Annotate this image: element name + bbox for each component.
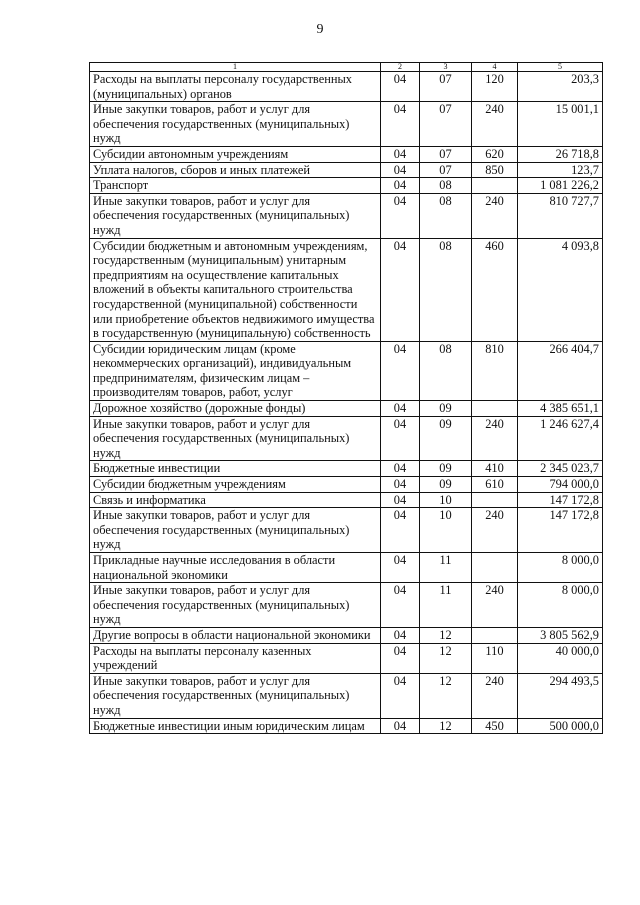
row-expense-type-cell: 610	[472, 477, 518, 493]
row-amount-cell: 294 493,5	[518, 673, 603, 718]
row-subsection-cell: 08	[420, 238, 472, 341]
table-row	[90, 673, 603, 718]
row-amount-cell: 147 172,8	[518, 508, 603, 553]
row-section-cell: 04	[381, 146, 420, 162]
row-section-cell: 04	[381, 583, 420, 628]
budget-table	[89, 62, 603, 734]
row-section-cell: 04	[381, 553, 420, 583]
row-expense-type-cell: 240	[472, 583, 518, 628]
row-name-cell: Субсидии бюджетным учреждениям	[90, 477, 381, 493]
row-section-cell: 04	[381, 643, 420, 673]
table-row	[90, 102, 603, 147]
row-amount-cell: 8 000,0	[518, 553, 603, 583]
row-subsection-cell: 08	[420, 193, 472, 238]
row-amount-cell: 203,3	[518, 72, 603, 102]
row-amount-cell: 8 000,0	[518, 583, 603, 628]
row-section-cell: 04	[381, 193, 420, 238]
table-row	[90, 401, 603, 417]
row-amount-cell: 4 385 651,1	[518, 401, 603, 417]
row-name-cell: Связь и информатика	[90, 492, 381, 508]
row-subsection-cell: 08	[420, 341, 472, 400]
row-subsection-cell: 12	[420, 718, 472, 734]
row-amount-cell: 26 718,8	[518, 146, 603, 162]
row-section-cell: 04	[381, 72, 420, 102]
row-expense-type-cell: 410	[472, 461, 518, 477]
row-name-cell: Бюджетные инвестиции иным юридическим лицам	[90, 718, 381, 734]
table-row	[90, 477, 603, 493]
row-amount-cell: 810 727,7	[518, 193, 603, 238]
row-subsection-cell: 09	[420, 477, 472, 493]
row-name-cell: Иные закупки товаров, работ и услуг для обеспечения государственных (муниципальных) нужд	[90, 583, 381, 628]
table-row	[90, 72, 603, 102]
row-section-cell: 04	[381, 461, 420, 477]
row-name-cell: Субсидии юридическим лицам (кроме некоммерческих организаций), индивидуальным предпринимателям, физическим лицам – производителям товаров, работ, услуг	[90, 341, 381, 400]
table-row	[90, 718, 603, 734]
table-row	[90, 238, 603, 341]
row-amount-cell: 500 000,0	[518, 718, 603, 734]
row-name-cell: Уплата налогов, сборов и иных платежей	[90, 162, 381, 178]
table-row	[90, 643, 603, 673]
row-name-cell: Иные закупки товаров, работ и услуг для обеспечения государственных (муниципальных) нужд	[90, 673, 381, 718]
table-row	[90, 416, 603, 461]
row-amount-cell: 147 172,8	[518, 492, 603, 508]
row-section-cell: 04	[381, 508, 420, 553]
row-expense-type-cell: 810	[472, 341, 518, 400]
row-subsection-cell: 09	[420, 416, 472, 461]
row-section-cell: 04	[381, 162, 420, 178]
row-section-cell: 04	[381, 416, 420, 461]
row-expense-type-cell: 850	[472, 162, 518, 178]
row-expense-type-cell	[472, 627, 518, 643]
table-row	[90, 492, 603, 508]
row-subsection-cell: 07	[420, 102, 472, 147]
row-name-cell: Дорожное хозяйство (дорожные фонды)	[90, 401, 381, 417]
row-section-cell: 04	[381, 718, 420, 734]
row-expense-type-cell	[472, 553, 518, 583]
table-row	[90, 146, 603, 162]
table-row	[90, 461, 603, 477]
row-section-cell: 04	[381, 492, 420, 508]
row-expense-type-cell: 620	[472, 146, 518, 162]
row-subsection-cell: 08	[420, 178, 472, 194]
row-expense-type-cell: 110	[472, 643, 518, 673]
row-amount-cell: 4 093,8	[518, 238, 603, 341]
row-amount-cell: 266 404,7	[518, 341, 603, 400]
row-subsection-cell: 10	[420, 508, 472, 553]
row-name-cell: Бюджетные инвестиции	[90, 461, 381, 477]
table-row	[90, 341, 603, 400]
row-amount-cell: 40 000,0	[518, 643, 603, 673]
table-row	[90, 553, 603, 583]
row-name-cell: Другие вопросы в области национальной экономики	[90, 627, 381, 643]
row-expense-type-cell: 450	[472, 718, 518, 734]
header-cell: 3	[420, 63, 472, 72]
row-subsection-cell: 12	[420, 627, 472, 643]
row-name-cell: Прикладные научные исследования в области национальной экономики	[90, 553, 381, 583]
row-expense-type-cell: 240	[472, 193, 518, 238]
row-expense-type-cell	[472, 401, 518, 417]
row-amount-cell: 1 246 627,4	[518, 416, 603, 461]
table-row	[90, 627, 603, 643]
row-subsection-cell: 07	[420, 146, 472, 162]
row-amount-cell: 123,7	[518, 162, 603, 178]
header-cell: 1	[90, 63, 381, 72]
row-subsection-cell: 12	[420, 673, 472, 718]
row-expense-type-cell	[472, 492, 518, 508]
row-subsection-cell: 10	[420, 492, 472, 508]
row-name-cell: Иные закупки товаров, работ и услуг для обеспечения государственных (муниципальных) нужд	[90, 416, 381, 461]
header-cell: 4	[472, 63, 518, 72]
row-subsection-cell: 07	[420, 72, 472, 102]
row-expense-type-cell: 460	[472, 238, 518, 341]
row-amount-cell: 3 805 562,9	[518, 627, 603, 643]
row-subsection-cell: 09	[420, 461, 472, 477]
row-section-cell: 04	[381, 627, 420, 643]
row-subsection-cell: 09	[420, 401, 472, 417]
row-subsection-cell: 11	[420, 553, 472, 583]
row-section-cell: 04	[381, 238, 420, 341]
row-expense-type-cell: 120	[472, 72, 518, 102]
header-cell: 2	[381, 63, 420, 72]
row-section-cell: 04	[381, 102, 420, 147]
row-section-cell: 04	[381, 673, 420, 718]
table-row	[90, 178, 603, 194]
row-amount-cell: 2 345 023,7	[518, 461, 603, 477]
row-expense-type-cell: 240	[472, 102, 518, 147]
table-row	[90, 583, 603, 628]
row-name-cell: Субсидии автономным учреждениям	[90, 146, 381, 162]
row-expense-type-cell: 240	[472, 508, 518, 553]
row-name-cell: Транспорт	[90, 178, 381, 194]
table-row	[90, 193, 603, 238]
page-number: 9	[316, 22, 324, 37]
row-subsection-cell: 12	[420, 643, 472, 673]
row-section-cell: 04	[381, 401, 420, 417]
row-section-cell: 04	[381, 178, 420, 194]
row-name-cell: Иные закупки товаров, работ и услуг для обеспечения государственных (муниципальных) нужд	[90, 193, 381, 238]
header-cell: 5	[518, 63, 603, 72]
row-amount-cell: 1 081 226,2	[518, 178, 603, 194]
row-amount-cell: 15 001,1	[518, 102, 603, 147]
row-subsection-cell: 07	[420, 162, 472, 178]
row-name-cell: Расходы на выплаты персоналу казенных учреждений	[90, 643, 381, 673]
row-subsection-cell: 11	[420, 583, 472, 628]
row-name-cell: Иные закупки товаров, работ и услуг для обеспечения государственных (муниципальных) нужд	[90, 102, 381, 147]
row-expense-type-cell: 240	[472, 673, 518, 718]
row-section-cell: 04	[381, 341, 420, 400]
row-name-cell: Субсидии бюджетным и автономным учреждениям, государственным (муниципальным) унитарным предприятиям на осуществление капитальных вложений в объекты капитального строительства государственной (муниципальной) собственности или приобретение объектов недвижимого имущества в государственную (муниципальную) собственность	[90, 238, 381, 341]
table-row	[90, 162, 603, 178]
header-row	[90, 63, 603, 72]
row-expense-type-cell: 240	[472, 416, 518, 461]
row-section-cell: 04	[381, 477, 420, 493]
table-row	[90, 508, 603, 553]
row-name-cell: Иные закупки товаров, работ и услуг для обеспечения государственных (муниципальных) нужд	[90, 508, 381, 553]
row-expense-type-cell	[472, 178, 518, 194]
row-amount-cell: 794 000,0	[518, 477, 603, 493]
row-name-cell: Расходы на выплаты персоналу государственных (муниципальных) органов	[90, 72, 381, 102]
